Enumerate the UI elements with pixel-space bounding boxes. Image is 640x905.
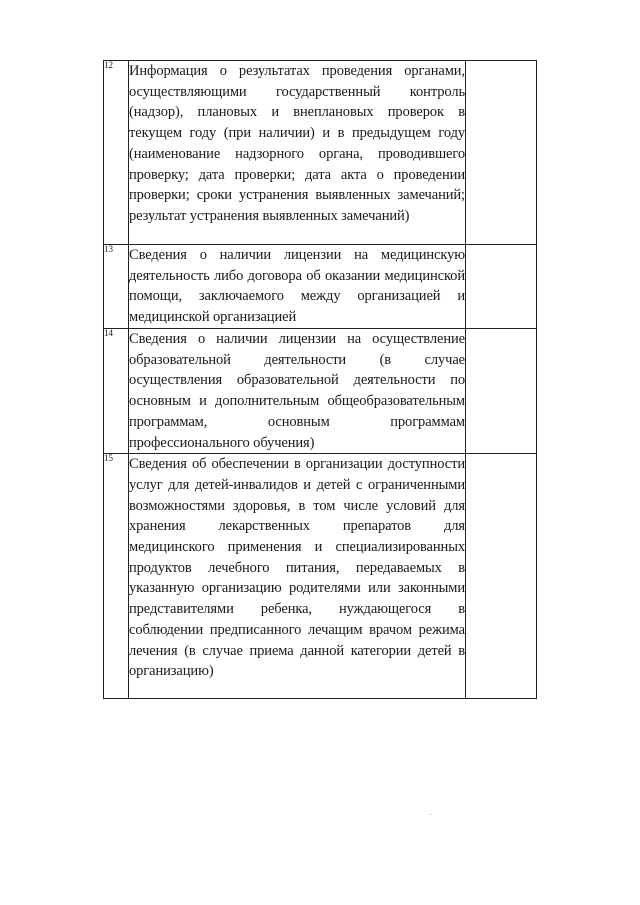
row-value-cell bbox=[466, 245, 537, 329]
row-value-cell bbox=[466, 454, 537, 699]
row-description: Сведения о наличии лицензии на осуществление образовательной деятельности (в случае осуществления образовательной деятельности по основным и дополнительным общеобразовательным программам, основным программам профессионального обучения) bbox=[129, 329, 466, 454]
document-table bbox=[103, 60, 537, 699]
table-row bbox=[104, 61, 537, 245]
scan-speck bbox=[430, 814, 431, 815]
row-number: 14 bbox=[104, 329, 129, 454]
table-row bbox=[104, 329, 537, 454]
row-value-cell bbox=[466, 329, 537, 454]
row-value-cell bbox=[466, 61, 537, 245]
row-number: 12 bbox=[104, 61, 129, 245]
row-description: Информация о результатах проведения органами, осуществляющими государственный контроль (надзор), плановых и внеплановых проверок в текущем году (при наличии) и в предыдущем году (наименование надзорного органа, проводившего проверку; дата проверки; дата акта о проведении проверки; сроки устранения выявленных замечаний; результат устранения выявленных замечаний) bbox=[129, 61, 466, 245]
table-row bbox=[104, 245, 537, 329]
row-number: 13 bbox=[104, 245, 129, 329]
row-description: Сведения о наличии лицензии на медицинскую деятельность либо договора об оказании медицинской помощи, заключаемого между организацией и медицинской организацией bbox=[129, 245, 466, 329]
row-number: 15 bbox=[104, 454, 129, 699]
table-row bbox=[104, 454, 537, 699]
row-description: Сведения об обеспечении в организации доступности услуг для детей-инвалидов и детей с ограниченными возможностями здоровья, в том числе условий для хранения лекарственных препаратов для медицинского применения и специализированных продуктов лечебного питания, передаваемых в указанную организацию родителями или законными представителями ребенка, нуждающегося в соблюдении предписанного лечащим врачом режима лечения (в случае приема данной категории детей в организацию) bbox=[129, 454, 466, 699]
